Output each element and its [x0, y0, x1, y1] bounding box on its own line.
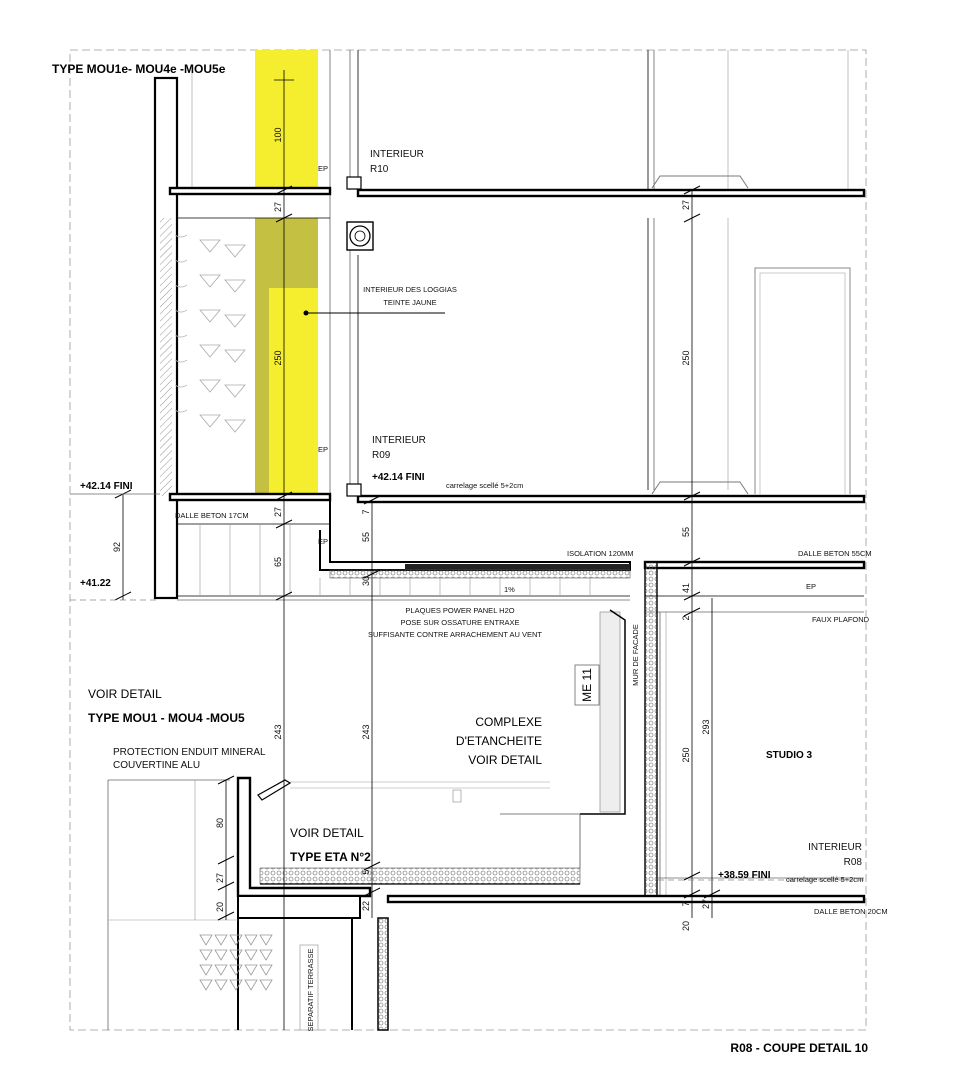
dim-2: 2 — [681, 615, 691, 621]
label-complexe: COMPLEXE — [475, 715, 542, 729]
dim-27-r1: 27 — [681, 199, 691, 211]
label-separatif: SEPARATIF TERRASSE — [306, 948, 315, 1032]
label-plaques-3: SUFFISANTE CONTRE ARRACHEMENT AU VENT — [367, 630, 543, 639]
label-r10: R10 — [370, 164, 389, 175]
dim-41: 41 — [681, 582, 691, 594]
label-carrelage-r09: carrelage scellé 5+2cm — [446, 481, 524, 490]
title-type-mou-e: TYPE MOU1e- MOU4e -MOU5e — [52, 62, 226, 76]
soffit-studs — [200, 524, 590, 596]
facade-hatch — [160, 218, 172, 496]
dim-20-r: 20 — [681, 920, 691, 932]
dim-27-c: 27 — [215, 872, 225, 884]
label-ep-2: EP — [318, 445, 329, 454]
loggia-colour-zone — [255, 50, 318, 496]
dimension-values — [112, 127, 711, 931]
dim-5: 5 — [361, 869, 371, 875]
dimension-lines — [70, 70, 864, 1030]
dim-30: 30 — [361, 575, 371, 587]
label-plaques-2: POSE SUR OSSATURE ENTRAXE — [400, 618, 520, 627]
dim-7-r: 7 — [681, 901, 691, 907]
label-mur-facade: MUR DE FACADE — [631, 624, 640, 686]
lower-perforated-pattern — [200, 935, 318, 1030]
label-etancheite: D'ETANCHEITE — [455, 734, 542, 748]
label-couvertine: COUVERTINE ALU — [113, 760, 201, 771]
label-r08: R08 — [843, 857, 862, 868]
dim-250-r2: 250 — [681, 747, 691, 763]
label-ep-3: EP — [318, 537, 329, 546]
window-sill-details — [347, 176, 850, 496]
label-complexe-voir: VOIR DETAIL — [468, 753, 542, 767]
dim-250-a: 250 — [273, 350, 283, 366]
dim-293: 293 — [701, 719, 711, 735]
label-plaques-1: PLAQUES POWER PANEL H2O — [405, 606, 515, 615]
title-voir-detail-2: VOIR DETAIL — [290, 826, 364, 840]
dim-250-r: 250 — [681, 350, 691, 366]
slab-55 — [645, 562, 864, 568]
dim-27-b: 27 — [273, 506, 283, 518]
title-voir-detail-1: VOIR DETAIL — [88, 687, 162, 701]
dim-55-r: 55 — [681, 526, 691, 538]
label-interieur-r09: INTERIEUR — [372, 435, 426, 446]
dim-7-a: 7 — [361, 509, 371, 515]
dim-80: 80 — [215, 817, 225, 829]
dim-27-r2: 27 — [701, 898, 711, 910]
label-dalle-17: DALLE BETON 17CM — [175, 511, 249, 520]
label-me11: ME 11 — [580, 668, 594, 702]
sheet-title: R08 - COUPE DETAIL 10 — [730, 1041, 868, 1055]
dim-20-a: 20 — [215, 901, 225, 913]
dim-100: 100 — [273, 127, 283, 143]
dim-92: 92 — [112, 541, 122, 553]
loggia-slab-r10 — [170, 188, 330, 194]
dim-27-a: 27 — [273, 201, 283, 213]
label-fini-r08: +38.59 FINI — [718, 870, 771, 881]
label-interieur-r10: INTERIEUR — [370, 149, 424, 160]
label-isolation: ISOLATION 120MM — [567, 549, 634, 558]
perforated-panel-pattern — [175, 235, 245, 432]
label-slope: 1% — [504, 585, 515, 594]
loggia-leader — [304, 311, 446, 316]
dim-55-a: 55 — [361, 531, 371, 543]
label-level-4122: +41.22 — [80, 578, 111, 589]
label-r09: R09 — [372, 450, 391, 461]
floor-slab-r09 — [358, 496, 864, 502]
label-carrelage-r08: carrelage scellé 5+2cm — [786, 875, 864, 884]
dim-65: 65 — [273, 556, 283, 568]
label-studio: STUDIO 3 — [766, 750, 813, 761]
label-teinte-jaune: TEINTE JAUNE — [383, 298, 437, 307]
label-fini-r09: +42.14 FINI — [372, 472, 425, 483]
floor-slab-r10 — [358, 190, 864, 196]
label-protection: PROTECTION ENDUIT MINERAL — [113, 747, 266, 758]
title-type-eta: TYPE ETA N°2 — [290, 850, 371, 864]
dim-22: 22 — [361, 900, 371, 912]
label-dalle-55: DALLE BETON 55CM — [798, 549, 872, 558]
title-type-mou: TYPE MOU1 - MOU4 -MOU5 — [88, 711, 245, 725]
label-interieur-r08: INTERIEUR — [808, 842, 862, 853]
dim-243-a: 243 — [273, 724, 283, 740]
right-facade-wall — [575, 562, 666, 900]
label-dalle-20: DALLE BETON 20CM — [814, 907, 888, 916]
label-faux-plafond: FAUX PLAFOND — [812, 615, 870, 624]
label-loggias: INTERIEUR DES LOGGIAS — [363, 285, 457, 294]
label-fini-left: +42.14 FINI — [80, 481, 133, 492]
label-ep-4: EP — [806, 582, 817, 591]
dim-243-b: 243 — [361, 724, 371, 740]
label-ep-1: EP — [318, 164, 329, 173]
loggia-slab-r09 — [170, 494, 330, 500]
